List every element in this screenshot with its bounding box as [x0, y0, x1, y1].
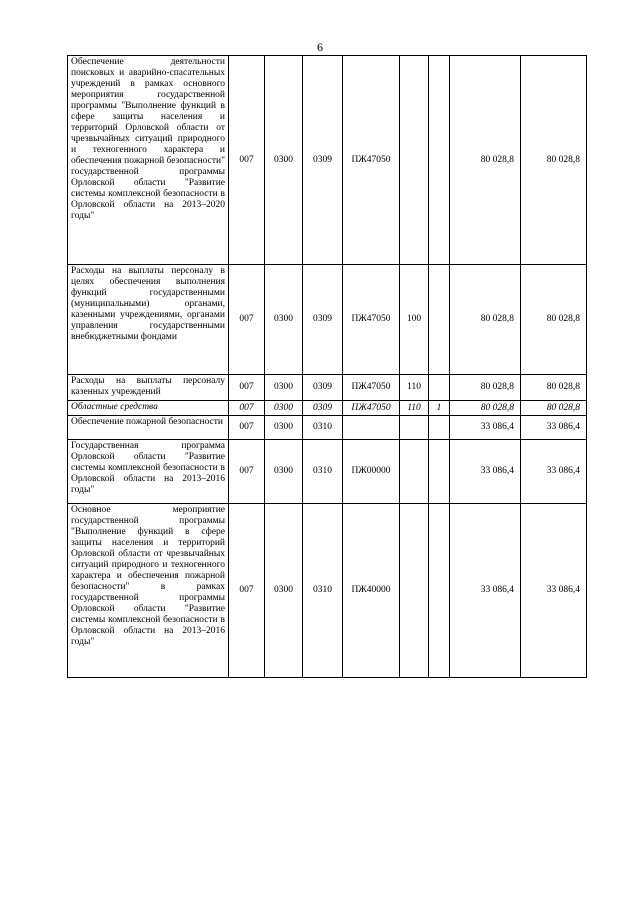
ministry-code: 007	[229, 56, 265, 265]
section-code: 0300	[265, 56, 303, 265]
source-code: 1	[429, 401, 450, 416]
subsection-code: 0309	[303, 375, 343, 401]
table-row	[68, 416, 587, 440]
ministry-code: 007	[229, 416, 265, 440]
expense-type-code	[400, 56, 429, 265]
section-code: 0300	[265, 401, 303, 416]
source-code	[429, 440, 450, 504]
source-code	[429, 416, 450, 440]
ministry-code: 007	[229, 440, 265, 504]
target-code: ПЖ47050	[343, 56, 400, 265]
amount-1: 33 086,4	[450, 416, 521, 440]
expense-type-code	[400, 416, 429, 440]
page-number: 6	[317, 40, 323, 54]
amount-2: 80 028,8	[521, 401, 587, 416]
target-code: ПЖ47050	[343, 401, 400, 416]
amount-1: 80 028,8	[450, 56, 521, 265]
table-row	[68, 265, 587, 375]
source-code	[429, 265, 450, 375]
row-description: Областные средства	[68, 401, 229, 416]
row-description: Обеспечение пожарной безопасности	[68, 416, 229, 440]
amount-1: 80 028,8	[450, 375, 521, 401]
expense-type-code: 110	[400, 401, 429, 416]
table-row	[68, 504, 587, 678]
target-code: ПЖ40000	[343, 504, 400, 678]
subsection-code: 0310	[303, 440, 343, 504]
table-row	[68, 401, 587, 416]
table-row	[68, 375, 587, 401]
section-code: 0300	[265, 416, 303, 440]
section-code: 0300	[265, 375, 303, 401]
section-code: 0300	[265, 440, 303, 504]
subsection-code: 0309	[303, 401, 343, 416]
amount-2: 33 086,4	[521, 504, 587, 678]
ministry-code: 007	[229, 504, 265, 678]
target-code: ПЖ47050	[343, 375, 400, 401]
ministry-code: 007	[229, 375, 265, 401]
amount-1: 80 028,8	[450, 265, 521, 375]
amount-1: 33 086,4	[450, 504, 521, 678]
expense-type-code: 110	[400, 375, 429, 401]
row-description: Основное мероприятие государственной программы "Выполнение функций в сфере защиты населения и территорий Орловской области от чрезвычайных ситуаций природного и техногенного характера и обеспечения пожарной безопасности" в рамках государственной программы Орловской области "Развитие системы комплексной безопасности в Орловской области на 2013–2016 годы"	[68, 504, 229, 678]
amount-1: 80 028,8	[450, 401, 521, 416]
target-code: ПЖ00000	[343, 440, 400, 504]
row-description: Обеспечение деятельности поисковых и аварийно-спасательных учреждений в рамках основного мероприятия государственной программы "Выполнение функций в сфере защиты населения и территорий Орловской области от чрезвычайных ситуаций природного и техногенного характера и обеспечения пожарной безопасности" государственной программы Орловской области "Развитие системы комплексной безопасности в Орловской области на 2013–2020 годы"	[68, 56, 229, 265]
amount-2: 80 028,8	[521, 265, 587, 375]
amount-2: 33 086,4	[521, 416, 587, 440]
target-code	[343, 416, 400, 440]
expense-type-code	[400, 504, 429, 678]
subsection-code: 0309	[303, 56, 343, 265]
amount-2: 33 086,4	[521, 440, 587, 504]
ministry-code: 007	[229, 265, 265, 375]
target-code: ПЖ47050	[343, 265, 400, 375]
table-row	[68, 440, 587, 504]
subsection-code: 0310	[303, 504, 343, 678]
source-code	[429, 56, 450, 265]
amount-1: 33 086,4	[450, 440, 521, 504]
ministry-code: 007	[229, 401, 265, 416]
section-code: 0300	[265, 265, 303, 375]
expense-type-code: 100	[400, 265, 429, 375]
amount-2: 80 028,8	[521, 56, 587, 265]
row-description: Государственная программа Орловской области "Развитие системы комплексной безопасности в Орловской области на 2013–2016 годы"	[68, 440, 229, 504]
row-description: Расходы на выплаты персоналу казенных учреждений	[68, 375, 229, 401]
source-code	[429, 375, 450, 401]
row-description: Расходы на выплаты персоналу в целях обеспечения выполнения функций государственными (муниципальными) органами, казенными учреждениями, органами управления государственными внебюджетными фондами	[68, 265, 229, 375]
source-code	[429, 504, 450, 678]
amount-2: 80 028,8	[521, 375, 587, 401]
subsection-code: 0310	[303, 416, 343, 440]
budget-table	[67, 55, 587, 678]
section-code: 0300	[265, 504, 303, 678]
subsection-code: 0309	[303, 265, 343, 375]
table-row	[68, 56, 587, 265]
expense-type-code	[400, 440, 429, 504]
